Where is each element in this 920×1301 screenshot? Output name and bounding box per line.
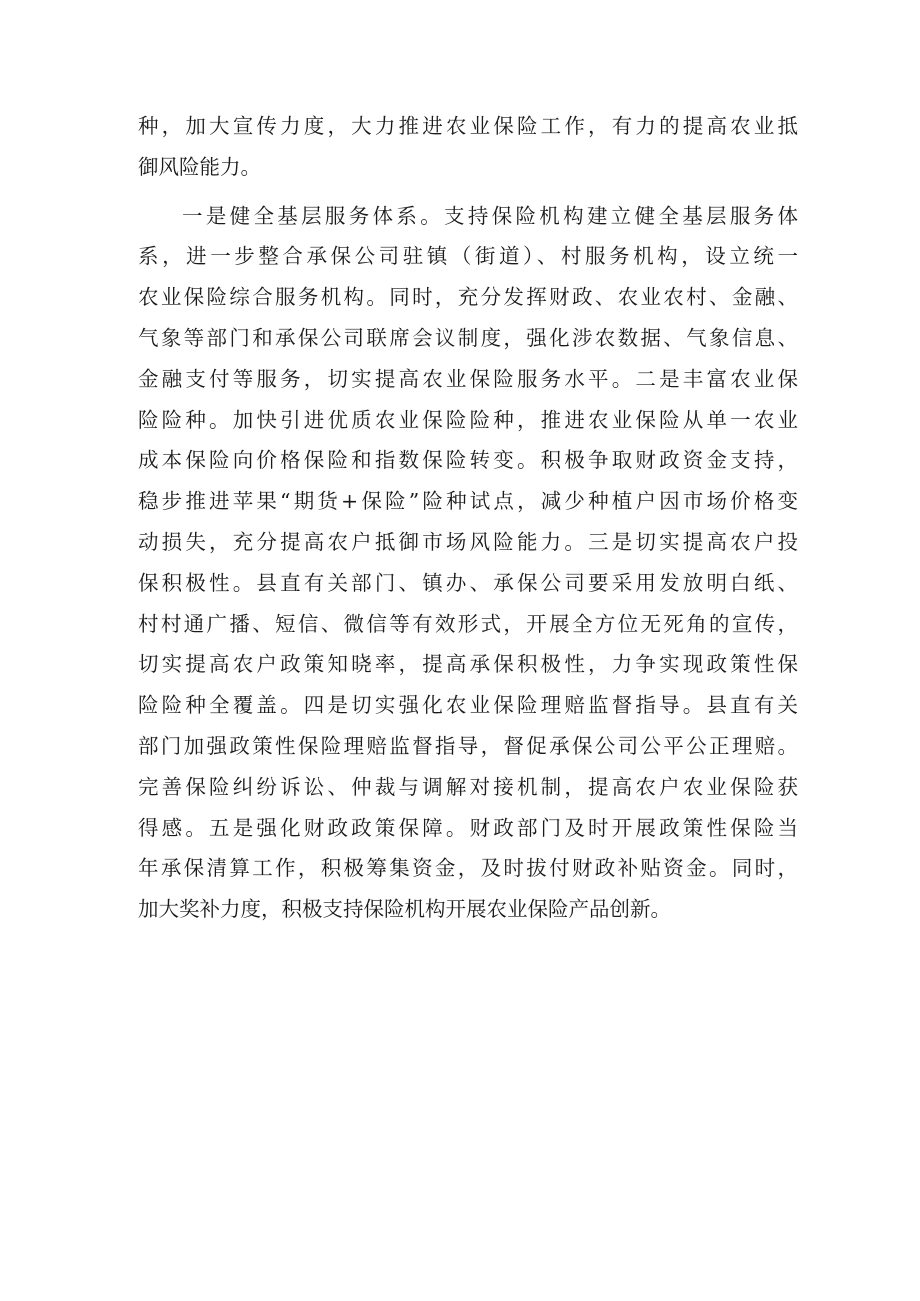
text-line: 险险种。加快引进优质农业保险险种，推进农业保险从单一农业 <box>138 407 798 432</box>
paragraph-1 <box>138 106 798 188</box>
text-line: 年承保清算工作，积极筹集资金，及时拔付财政补贴资金。同时， <box>138 856 798 881</box>
text-line: 成本保险向价格保险和指数保险转变。积极争取财政资金支持， <box>138 448 798 473</box>
text-line: 村村通广播、短信、微信等有效形式，开展全方位无死角的宣传， <box>138 611 798 636</box>
text-line: 系，进一步整合承保公司驻镇（街道）、村服务机构，设立统一 <box>138 244 798 269</box>
text-line: 金融支付等服务，切实提高农业保险服务水平。二是丰富农业保 <box>138 366 798 391</box>
paragraph-2 <box>138 196 798 930</box>
text-line: 切实提高农户政策知晓率，提高承保积极性，力争实现政策性保 <box>138 652 798 677</box>
text-line: 得感。五是强化财政政策保障。财政部门及时开展政策性保险当 <box>138 815 798 840</box>
text-line: 险险种全覆盖。四是切实强化农业保险理赔监督指导。县直有关 <box>138 693 798 718</box>
text-line: 完善保险纠纷诉讼、仲裁与调解对接机制，提高农户农业保险获 <box>138 774 798 799</box>
text-line: 御风险能力。 <box>138 154 261 179</box>
text-line: 稳步推进苹果“期货+保险”险种试点，减少种植户因市场价格变 <box>138 489 798 514</box>
text-line: 动损失，充分提高农户抵御市场风险能力。三是切实提高农户投 <box>138 529 798 554</box>
paragraph-spacer <box>138 188 798 196</box>
text-line: 种，加大宣传力度，大力推进农业保险工作，有力的提高农业抵 <box>138 114 798 138</box>
text-line: 一是健全基层服务体系。支持保险机构建立健全基层服务体 <box>182 203 798 228</box>
text-line: 农业保险综合服务机构。同时，充分发挥财政、农业农村、金融、 <box>138 285 798 310</box>
text-line: 加大奖补力度，积极支持保险机构开展农业保险产品创新。 <box>138 897 671 922</box>
text-line: 气象等部门和承保公司联席会议制度，强化涉农数据、气象信息、 <box>138 325 798 350</box>
document-body <box>138 106 798 930</box>
text-line: 保积极性。县直有关部门、镇办、承保公司要采用发放明白纸、 <box>138 570 798 595</box>
text-line: 部门加强政策性保险理赔监督指导，督促承保公司公平公正理赔。 <box>138 733 798 758</box>
